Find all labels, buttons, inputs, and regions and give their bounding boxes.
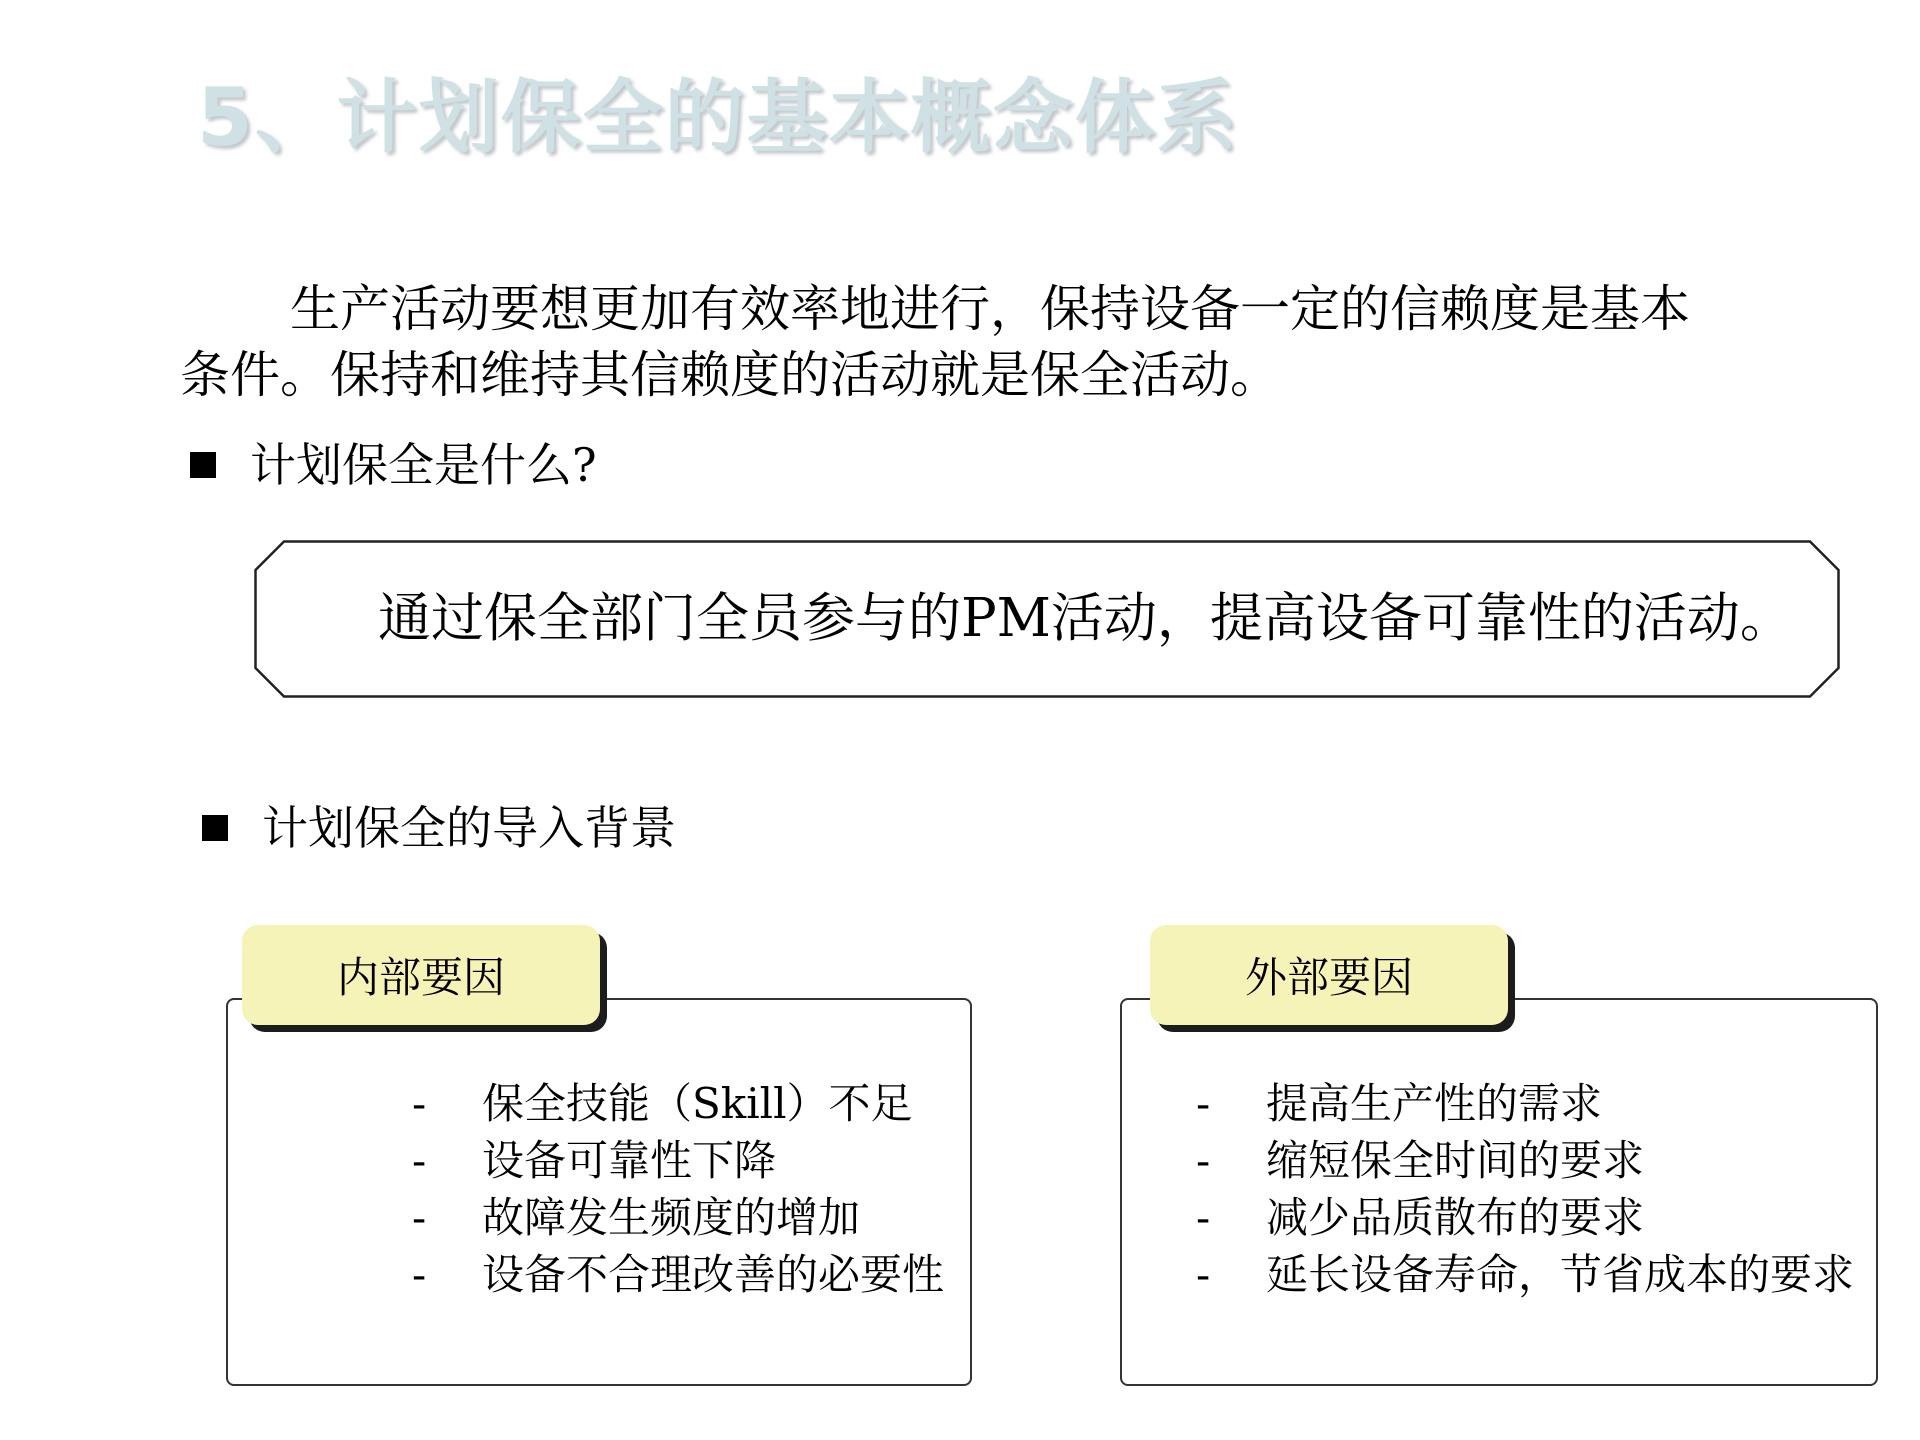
square-bullet-icon <box>190 452 216 478</box>
square-bullet-icon <box>202 815 228 841</box>
dash-icon: - <box>1196 1136 1211 1185</box>
dash-icon: - <box>412 1079 427 1128</box>
list-item: - 减少品质散布的要求 <box>1196 1189 1854 1246</box>
section-heading-what <box>190 437 597 493</box>
page-title: 5、计划保全的基本概念体系 <box>197 71 1239 164</box>
list-item: - 缩短保全时间的要求 <box>1196 1132 1854 1189</box>
section-heading-background-text: 计划保全的导入背景 <box>262 801 676 855</box>
dash-icon: - <box>412 1136 427 1185</box>
list-item: - 设备可靠性下降 <box>412 1132 944 1189</box>
intro-line-2: 条件。保持和维持其信赖度的活动就是保全活动。 <box>180 346 1280 404</box>
list-item: - 设备不合理改善的必要性 <box>412 1246 944 1303</box>
dash-icon: - <box>1196 1079 1211 1128</box>
list-item: - 延长设备寿命，节省成本的要求 <box>1196 1246 1854 1303</box>
section-heading-what-text: 计划保全是什么? <box>250 438 597 492</box>
intro-paragraph <box>180 276 1820 408</box>
external-factors-tag: 外部要因 <box>1150 925 1508 1025</box>
dash-icon: - <box>412 1250 427 1299</box>
list-item: - 保全技能（Skill）不足 <box>412 1075 944 1132</box>
list-item: - 故障发生频度的增加 <box>412 1189 944 1246</box>
external-factors-list <box>1196 1075 1854 1303</box>
list-item: - 提高生产性的需求 <box>1196 1075 1854 1132</box>
section-heading-background <box>202 800 676 856</box>
intro-line-1: 生产活动要想更加有效率地进行，保持设备一定的信赖度是基本 <box>290 280 1690 338</box>
definition-box <box>254 540 1840 698</box>
dash-icon: - <box>412 1193 427 1242</box>
internal-factors-list <box>412 1075 944 1303</box>
dash-icon: - <box>1196 1250 1211 1299</box>
dash-icon: - <box>1196 1193 1211 1242</box>
internal-factors-tag: 内部要因 <box>242 925 600 1025</box>
definition-text: 通过保全部门全员参与的PM活动，提高设备可靠性的活动。 <box>378 588 1793 649</box>
